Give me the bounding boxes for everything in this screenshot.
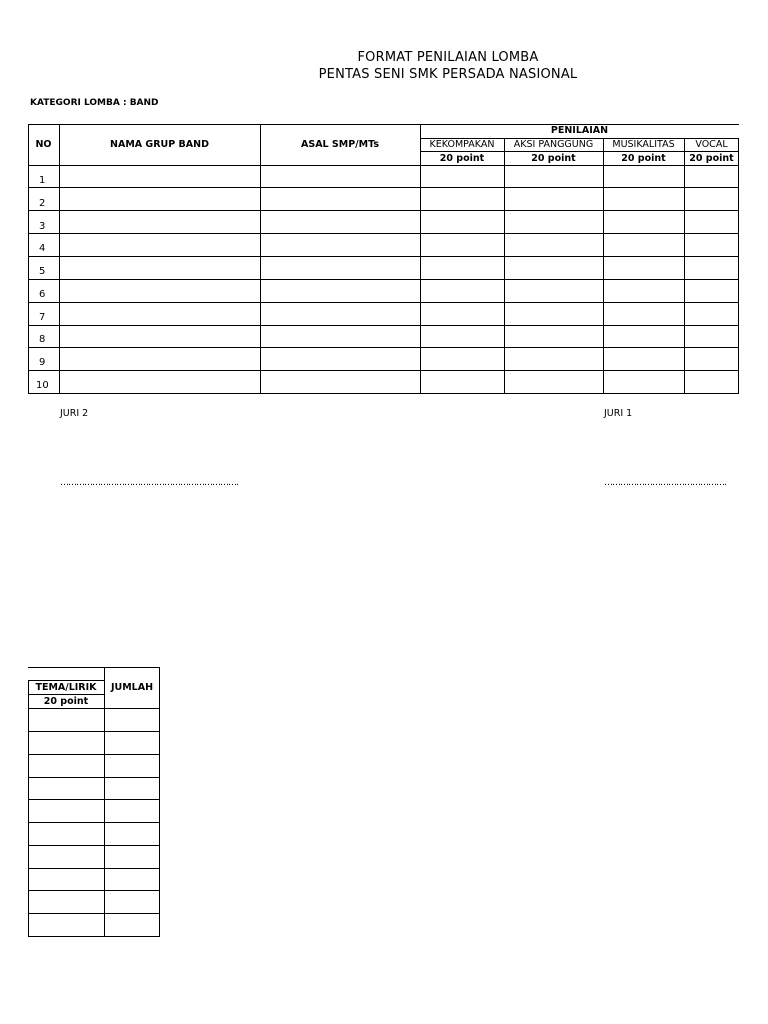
col-header-band-name: NAMA GRUP BAND xyxy=(110,139,209,150)
row-number: 5 xyxy=(39,266,46,277)
criterion-label: AKSI PANGGUNG xyxy=(513,139,594,150)
judge-2-label: JURI 2 xyxy=(60,408,89,419)
col-header-origin: ASAL SMP/MTs xyxy=(301,139,379,150)
row-number: 8 xyxy=(39,334,46,345)
row-number: 6 xyxy=(39,289,46,300)
judge-2-signature-line: …………………………………………………………. xyxy=(60,478,238,488)
col-group-header-scoring: PENILAIAN xyxy=(550,125,609,136)
col-header-theme-points: 20 point xyxy=(43,696,89,707)
theme-total-table xyxy=(0,600,200,960)
criterion-label: MUSIKALITAS xyxy=(612,139,675,150)
criterion-points: 20 point xyxy=(439,153,485,164)
row-number: 2 xyxy=(39,198,46,209)
row-number: 4 xyxy=(39,243,46,254)
row-number: 9 xyxy=(39,357,46,368)
col-header-no: NO xyxy=(35,139,52,150)
criterion-points: 20 point xyxy=(531,153,576,164)
criterion-points: 20 point xyxy=(621,153,666,164)
scoring-table xyxy=(0,0,768,400)
row-number: 10 xyxy=(36,380,49,391)
row-number: 1 xyxy=(39,175,46,186)
row-number: 7 xyxy=(39,312,46,323)
category-label: KATEGORI LOMBA : BAND xyxy=(30,98,159,108)
page-title-line-1: FORMAT PENILAIAN LOMBA xyxy=(357,50,539,65)
judge-1-label: JURI 1 xyxy=(604,408,633,419)
criterion-points: 20 point xyxy=(689,153,734,164)
criterion-label: VOCAL xyxy=(695,139,728,150)
col-header-total: JUMLAH xyxy=(110,682,154,693)
row-number: 3 xyxy=(39,221,46,232)
page-title-line-2: PENTAS SENI SMK PERSADA NASIONAL xyxy=(318,67,578,82)
col-header-theme: TEMA/LIRIK xyxy=(35,682,97,693)
judge-1-signature-line: ………………………………………. xyxy=(604,478,726,488)
criterion-label: KEKOMPAKAN xyxy=(429,139,495,150)
